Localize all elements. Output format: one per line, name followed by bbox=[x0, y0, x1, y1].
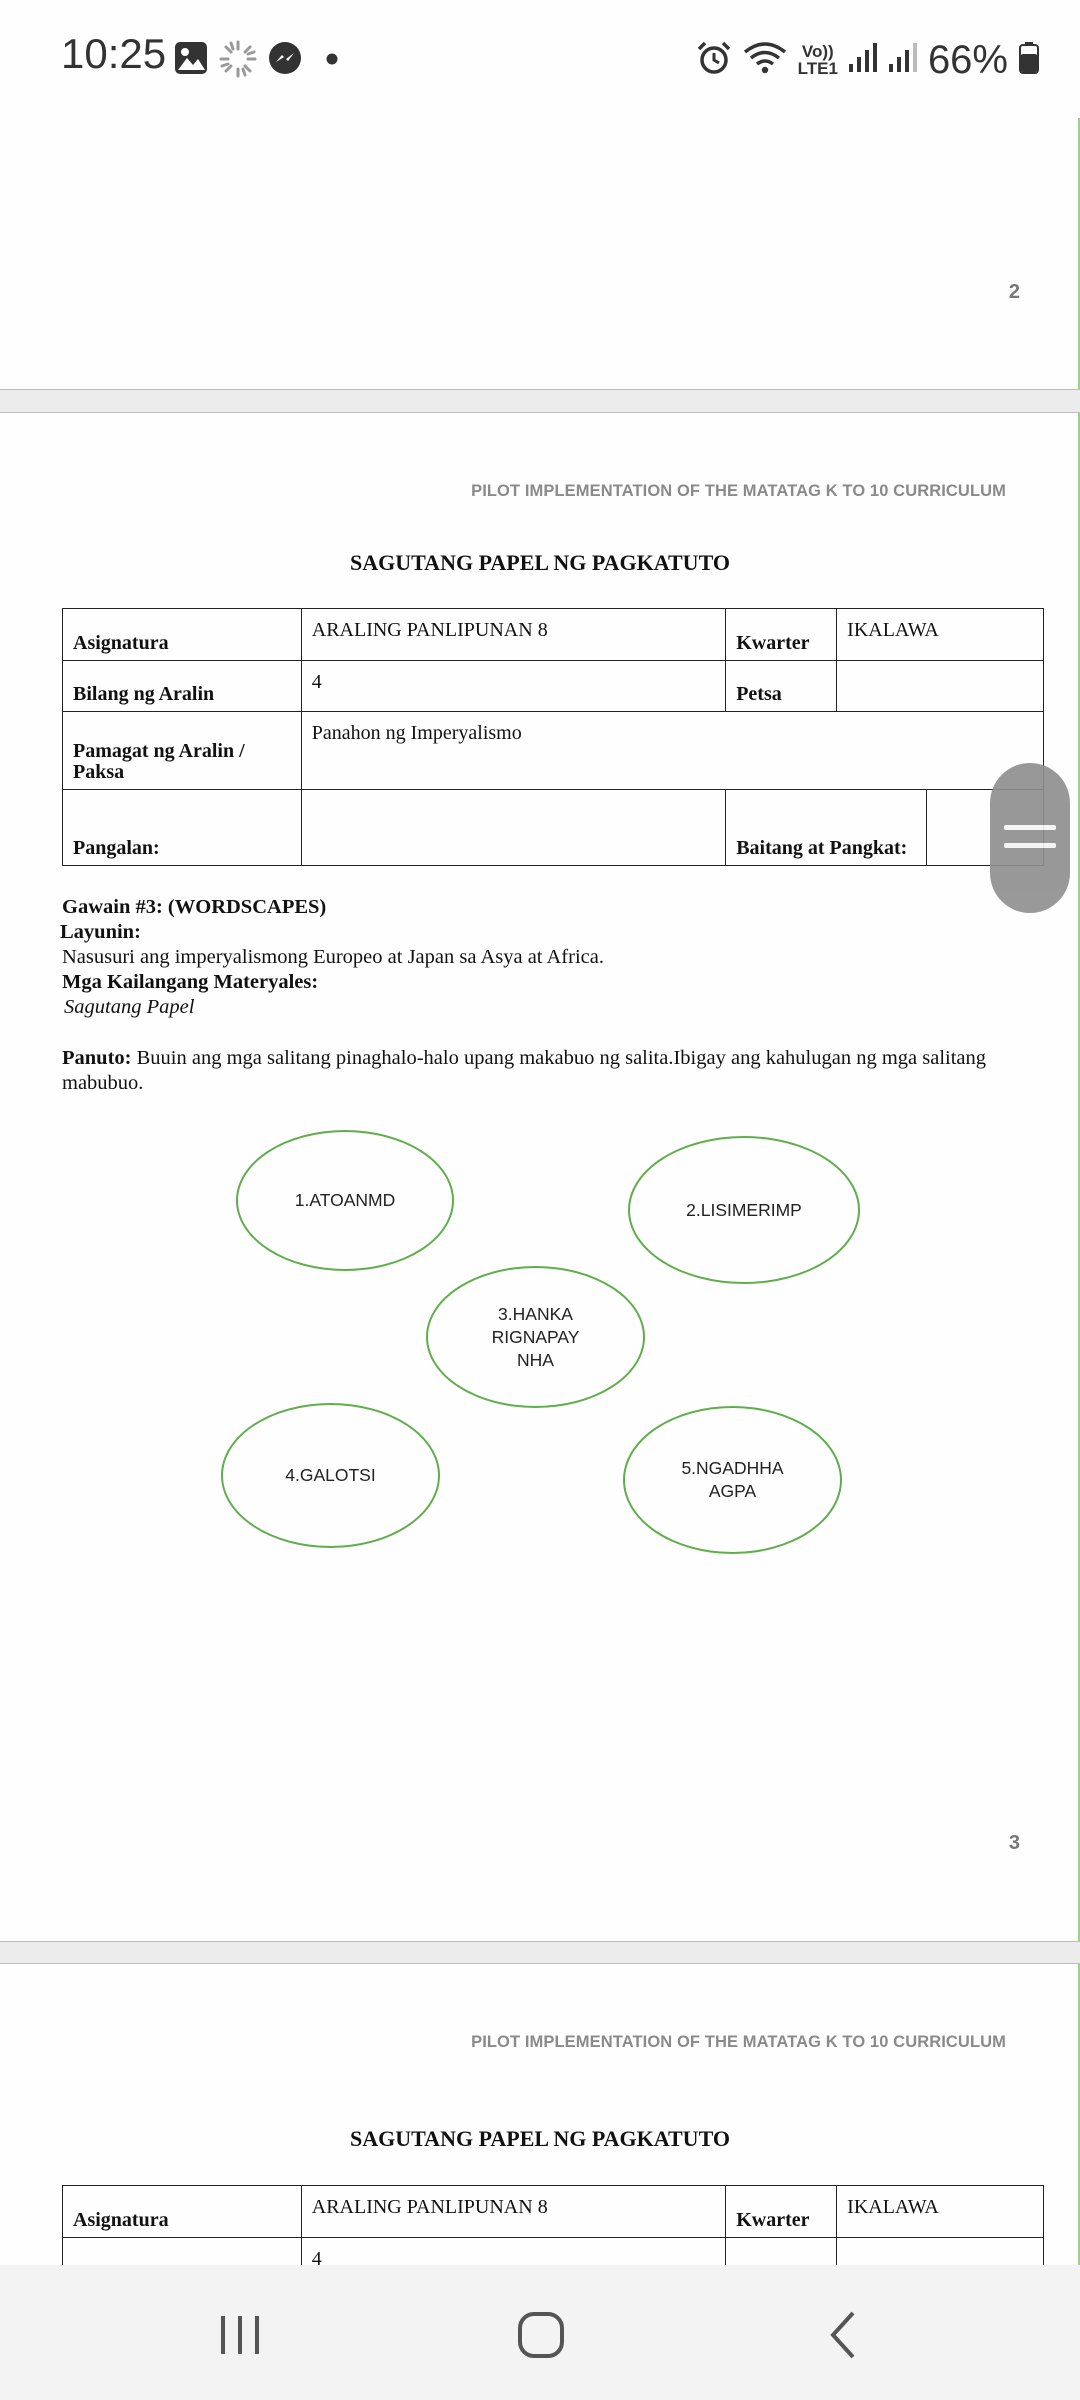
materyales-label: Mga Kailangang Materyales: bbox=[62, 971, 319, 993]
page-3 bbox=[0, 412, 1080, 1942]
asignatura-label: Asignatura bbox=[63, 609, 302, 661]
page-number: 3 bbox=[1008, 1832, 1020, 1854]
wifi-icon bbox=[742, 40, 788, 81]
panuto-label: Panuto: bbox=[62, 1047, 132, 1069]
sheet-title: SAGUTANG PAPEL NG PAGKATUTO bbox=[350, 550, 730, 575]
recent-apps-icon bbox=[215, 2312, 265, 2358]
fast-scroll-handle[interactable] bbox=[990, 763, 1070, 913]
bilang-label bbox=[63, 2238, 302, 2266]
status-icons bbox=[696, 30, 1040, 90]
layunin-text: Nasusuri ang imperyalismong Europeo at Japan sa Asya at Africa. bbox=[62, 946, 604, 968]
kwarter-value: IKALAWA bbox=[837, 609, 1044, 661]
petsa-label bbox=[726, 2238, 837, 2266]
asignatura-label: Asignatura bbox=[63, 2186, 302, 2238]
petsa-label: Petsa bbox=[726, 661, 837, 712]
activity-title: Gawain #3: (WORDSCAPES) bbox=[62, 896, 327, 918]
alarm-icon bbox=[696, 40, 732, 81]
activity-section bbox=[62, 895, 1022, 1020]
word-bubble-4: 4.GALOTSI bbox=[221, 1403, 440, 1548]
kwarter-label: Kwarter bbox=[726, 2186, 837, 2238]
word-bubble-2: 2.LISIMERIMP bbox=[628, 1136, 860, 1284]
word-bubble-5: 5.NGADHHA AGPA bbox=[623, 1406, 842, 1554]
page-number: 2 bbox=[1008, 281, 1020, 303]
battery-icon bbox=[1018, 41, 1040, 80]
lesson-info-table bbox=[62, 608, 1044, 866]
bilang-label: Bilang ng Aralin bbox=[63, 661, 302, 712]
panuto bbox=[62, 1046, 1022, 1096]
curriculum-header: PILOT IMPLEMENTATION OF THE MATATAG K TO 10 CURRICULUM bbox=[471, 482, 1006, 500]
more-notifications-dot-icon bbox=[326, 52, 338, 64]
pangalan-value bbox=[301, 790, 725, 866]
signal-1-icon bbox=[848, 42, 878, 79]
bilang-value: 4 bbox=[301, 661, 725, 712]
lesson-info-table bbox=[62, 2185, 1044, 2265]
page-4 bbox=[0, 1963, 1080, 2265]
asignatura-value: ARALING PANLIPUNAN 8 bbox=[301, 609, 725, 661]
recent-apps-button[interactable] bbox=[205, 2300, 275, 2370]
clock: 10:25 bbox=[61, 30, 167, 77]
bilang-value: 4 bbox=[301, 2238, 725, 2266]
baitang-label: Baitang at Pangkat: bbox=[726, 790, 927, 866]
signal-2-icon bbox=[888, 42, 918, 79]
pangalan-label: Pangalan: bbox=[63, 790, 302, 866]
pamagat-label: Pamagat ng Aralin / Paksa bbox=[63, 712, 302, 790]
volte-top: Vo)) bbox=[801, 42, 834, 61]
navigation-bar bbox=[0, 2265, 1080, 2400]
curriculum-header: PILOT IMPLEMENTATION OF THE MATATAG K TO 10 CURRICULUM bbox=[471, 2033, 1006, 2051]
sheet-title: SAGUTANG PAPEL NG PAGKATUTO bbox=[350, 2126, 730, 2151]
battery-percentage: 66% bbox=[927, 37, 1008, 82]
gallery-notification-icon bbox=[173, 40, 209, 76]
messenger-notification-icon bbox=[267, 40, 303, 76]
home-button[interactable] bbox=[506, 2300, 576, 2370]
word-bubble-3: 3.HANKA RIGNAPAY NHA bbox=[426, 1266, 645, 1408]
petsa-value bbox=[837, 2238, 1044, 2266]
pamagat-value: Panahon ng Imperyalismo bbox=[301, 712, 1043, 790]
kwarter-label: Kwarter bbox=[726, 609, 837, 661]
volte-indicator bbox=[798, 43, 838, 77]
status-bar bbox=[0, 0, 1080, 118]
materyales-text: Sagutang Papel bbox=[64, 996, 195, 1018]
layunin-label: Layunin: bbox=[60, 921, 141, 943]
home-icon bbox=[516, 2310, 566, 2360]
petsa-value bbox=[837, 661, 1044, 712]
kwarter-value: IKALAWA bbox=[837, 2186, 1044, 2238]
sync-notification-icon bbox=[219, 40, 255, 76]
back-button[interactable] bbox=[808, 2300, 878, 2370]
panuto-text: Buuin ang mga salitang pinaghalo-halo upang makabuo ng salita.Ibigay ang kahulugan ng mga salitang mabubuo. bbox=[62, 1047, 987, 1094]
back-icon bbox=[823, 2309, 863, 2361]
word-bubble-1: 1.ATOANMD bbox=[236, 1130, 454, 1271]
volte-bottom: LTE1 bbox=[797, 59, 838, 78]
asignatura-value: ARALING PANLIPUNAN 8 bbox=[301, 2186, 725, 2238]
